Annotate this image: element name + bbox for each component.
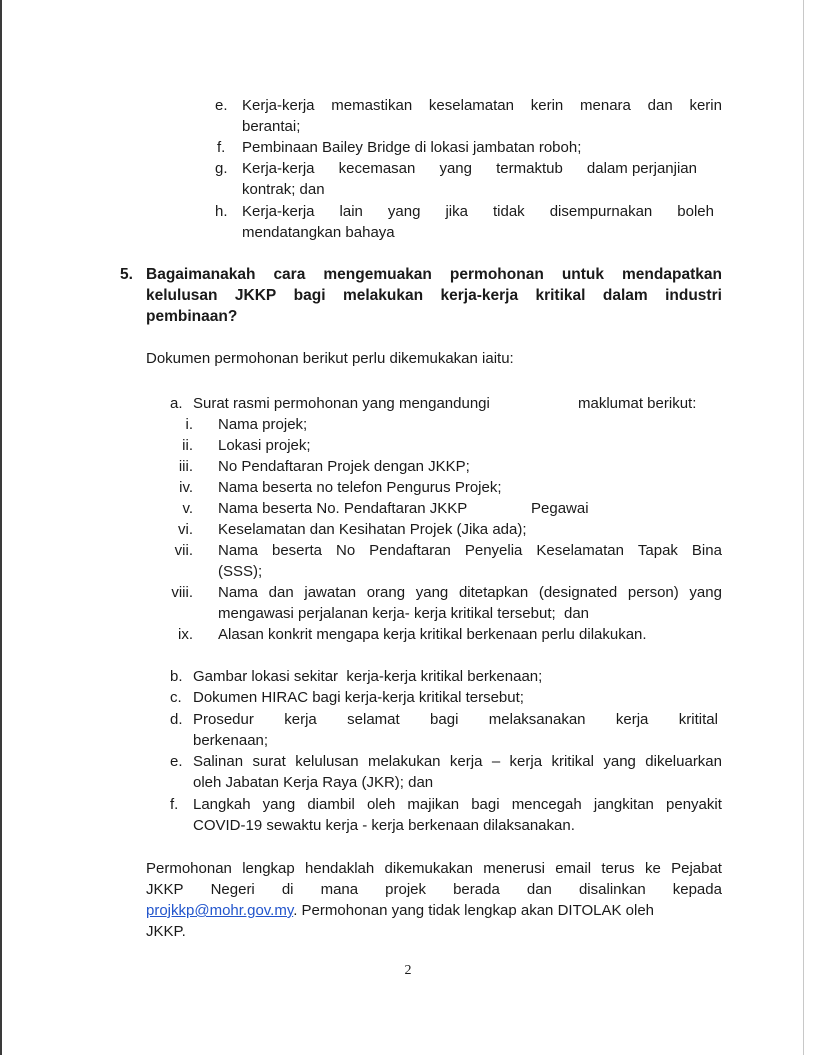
subitem-label: ii. [182, 437, 193, 454]
word: No [336, 542, 356, 559]
word: dalam [602, 287, 648, 304]
word: kerja [509, 753, 543, 770]
word: disalinkan [578, 881, 646, 898]
word: hendaklah [305, 860, 375, 877]
subitem-viii-line2: mengawasi perjalanan kerja- kerja kritikal tersebut; dan [218, 605, 590, 622]
item-h-line2: mendatangkan bahaya [242, 224, 395, 241]
item-label: g. [215, 160, 228, 177]
page-edge-left [0, 0, 2, 1055]
word: dikeluarkan [645, 753, 722, 770]
word: Keselamatan [536, 542, 624, 559]
word: mencegah [511, 796, 582, 813]
word: menerusi [483, 860, 545, 877]
subitem-text: No Pendaftaran Projek dengan JKKP; [218, 458, 470, 475]
word: kerja [615, 711, 649, 728]
word: dan [268, 584, 294, 601]
item-h-line1 [242, 201, 714, 222]
word: lengkap [242, 860, 295, 877]
word: Bina [691, 542, 722, 559]
word: JKKP [146, 881, 184, 898]
word: kritikal [551, 753, 594, 770]
word: Kerja-kerja [242, 97, 315, 114]
item-label: f. [170, 796, 179, 813]
closing-line3 [146, 900, 654, 921]
word: selamat [347, 711, 400, 728]
item-e-line1 [242, 95, 722, 116]
word: kepada [672, 881, 722, 898]
word: Tapak [637, 542, 678, 559]
word: permohonan [449, 266, 544, 283]
question-number: 5. [120, 266, 133, 283]
item-f2-line2: COVID-19 sewaktu kerja - kerja berkenaan dilaksanakan. [193, 817, 575, 834]
closing-line4: JKKP. [146, 923, 186, 940]
word: Prosedur [193, 711, 254, 728]
word: ditetapkan [458, 584, 529, 601]
item-label: e. [170, 753, 183, 770]
word: person) [627, 584, 679, 601]
word: Penyelia [464, 542, 523, 559]
subitem-viii-line1 [218, 582, 722, 603]
subitem-text-right: Pegawai [531, 500, 589, 517]
word: termaktub [496, 160, 563, 177]
subitem-text: Lokasi projek; [218, 437, 311, 454]
subitem-label: viii. [171, 584, 193, 601]
word: bagi [471, 796, 500, 813]
word: ke [644, 860, 661, 877]
word: yang [387, 203, 421, 220]
word: Permohonan [146, 860, 232, 877]
word: kelulusan [295, 753, 359, 770]
email-link[interactable]: projkkp@mohr.gov.my [146, 902, 294, 919]
closing-line2 [146, 879, 722, 900]
word: Langkah [193, 796, 251, 813]
item-label: e. [215, 97, 228, 114]
word: terus [601, 860, 635, 877]
question-line3: pembinaan? [146, 308, 238, 325]
word: Kerja-kerja [242, 203, 315, 220]
subitem-label: iv. [179, 479, 193, 496]
closing-line3-rest: . Permohonan yang tidak lengkap akan DITOLAK oleh [293, 902, 655, 919]
question-line1 [146, 264, 722, 285]
subitem-text: Nama beserta no telefon Pengurus Projek; [218, 479, 502, 496]
word: melakukan [342, 287, 424, 304]
word: surat [252, 753, 286, 770]
word: memastikan [331, 97, 413, 114]
item-e2-line1 [193, 751, 722, 772]
word: yang [415, 584, 449, 601]
word: Kerja-kerja [242, 160, 315, 177]
item-e2-line2: oleh Jabatan Kerja Raya (JKR); dan [193, 774, 434, 791]
word: (designated [538, 584, 618, 601]
word: kerja [284, 711, 317, 728]
item-e-line2: berantai; [242, 118, 301, 135]
word: bagi [430, 711, 459, 728]
word: jangkitan [593, 796, 654, 813]
word: mendapatkan [622, 266, 722, 283]
word: industri [665, 287, 722, 304]
page-number: 2 [404, 963, 412, 978]
word: penyakit [666, 796, 722, 813]
item-label: d. [170, 711, 183, 728]
word: mengemuakan [323, 266, 432, 283]
word: dan [647, 97, 673, 114]
word: yang [262, 796, 296, 813]
word: Pejabat [671, 860, 722, 877]
word: JKKP [234, 287, 277, 304]
subitem-vii-line1 [218, 540, 722, 561]
item-a-text-right: maklumat berikut: [578, 395, 697, 412]
item-label: b. [170, 668, 183, 685]
item-b-text: Gambar lokasi sekitar kerja-kerja kritikal berkenaan; [193, 668, 543, 685]
word: yang [603, 753, 636, 770]
item-label: c. [170, 689, 182, 706]
word: dikemukakan [384, 860, 473, 877]
item-g-line1 [242, 158, 697, 179]
word: orang [366, 584, 406, 601]
word: kerin [689, 97, 722, 114]
word: di [281, 881, 294, 898]
subitem-text: Keselamatan dan Kesihatan Projek (Jika ada); [218, 521, 527, 538]
word: melaksanakan [488, 711, 586, 728]
word: Bagaimanakah [146, 266, 256, 283]
word: yang [439, 160, 472, 177]
word: kecemasan [338, 160, 416, 177]
word: melakukan [367, 753, 441, 770]
question-line2 [146, 285, 722, 306]
word: beserta [271, 542, 323, 559]
item-label: f. [217, 139, 226, 156]
item-f2-line1 [193, 794, 722, 815]
word: untuk [561, 266, 604, 283]
word: – [491, 753, 501, 770]
subitem-label: v. [182, 500, 193, 517]
word: bagi [293, 287, 326, 304]
item-d-line1 [193, 709, 718, 730]
item-a-text: Surat rasmi permohonan yang mengandungi [193, 395, 490, 412]
page-edge-right [803, 0, 804, 1055]
subitem-vii-line2: (SSS); [218, 563, 263, 580]
word: kerin [530, 97, 564, 114]
word: lain [339, 203, 363, 220]
word: yang [689, 584, 722, 601]
word: mana [320, 881, 359, 898]
item-g-line2: kontrak; dan [242, 181, 325, 198]
word: majikan [407, 796, 460, 813]
subitem-label: vi. [178, 521, 193, 538]
word: diambil [307, 796, 355, 813]
intro-text: Dokumen permohonan berikut perlu dikemukakan iaitu: [146, 350, 514, 367]
word: jawatan [304, 584, 357, 601]
word: kritital [678, 711, 718, 728]
word: tidak [493, 203, 525, 220]
word: menara [580, 97, 631, 114]
item-d-line2: berkenaan; [193, 732, 269, 749]
word: jika [445, 203, 468, 220]
word: dalam perjanjian [586, 160, 697, 177]
subitem-text: Nama projek; [218, 416, 308, 433]
subitem-text: Nama beserta No. Pendaftaran JKKP [218, 500, 468, 517]
subitem-label: i. [185, 416, 193, 433]
word: berada [453, 881, 500, 898]
word: cara [273, 266, 306, 283]
word: Nama [218, 584, 259, 601]
word: Pendaftaran [369, 542, 451, 559]
word: oleh [366, 796, 396, 813]
word: projek [385, 881, 427, 898]
subitem-label: vii. [174, 542, 193, 559]
item-c-text: Dokumen HIRAC bagi kerja-kerja kritikal tersebut; [193, 689, 524, 706]
subitem-label: ix. [178, 626, 193, 643]
word: kelulusan [146, 287, 218, 304]
item-label: h. [215, 203, 228, 220]
item-label: a. [170, 395, 183, 412]
word: Nama [218, 542, 259, 559]
word: kerja [449, 753, 483, 770]
subitem-text: Alasan konkrit mengapa kerja kritikal berkenaan perlu dilakukan. [218, 626, 647, 643]
word: email [555, 860, 592, 877]
subitem-label: iii. [178, 458, 193, 475]
item-f-text: Pembinaan Bailey Bridge di lokasi jambatan roboh; [242, 139, 582, 156]
word: Salinan [193, 753, 244, 770]
word: disempurnakan [549, 203, 653, 220]
word: kerja-kerja [440, 287, 519, 304]
word: boleh [677, 203, 714, 220]
closing-line1 [146, 858, 722, 879]
word: keselamatan [428, 97, 514, 114]
word: Negeri [210, 881, 255, 898]
word: kritikal [535, 287, 586, 304]
word: dan [526, 881, 552, 898]
